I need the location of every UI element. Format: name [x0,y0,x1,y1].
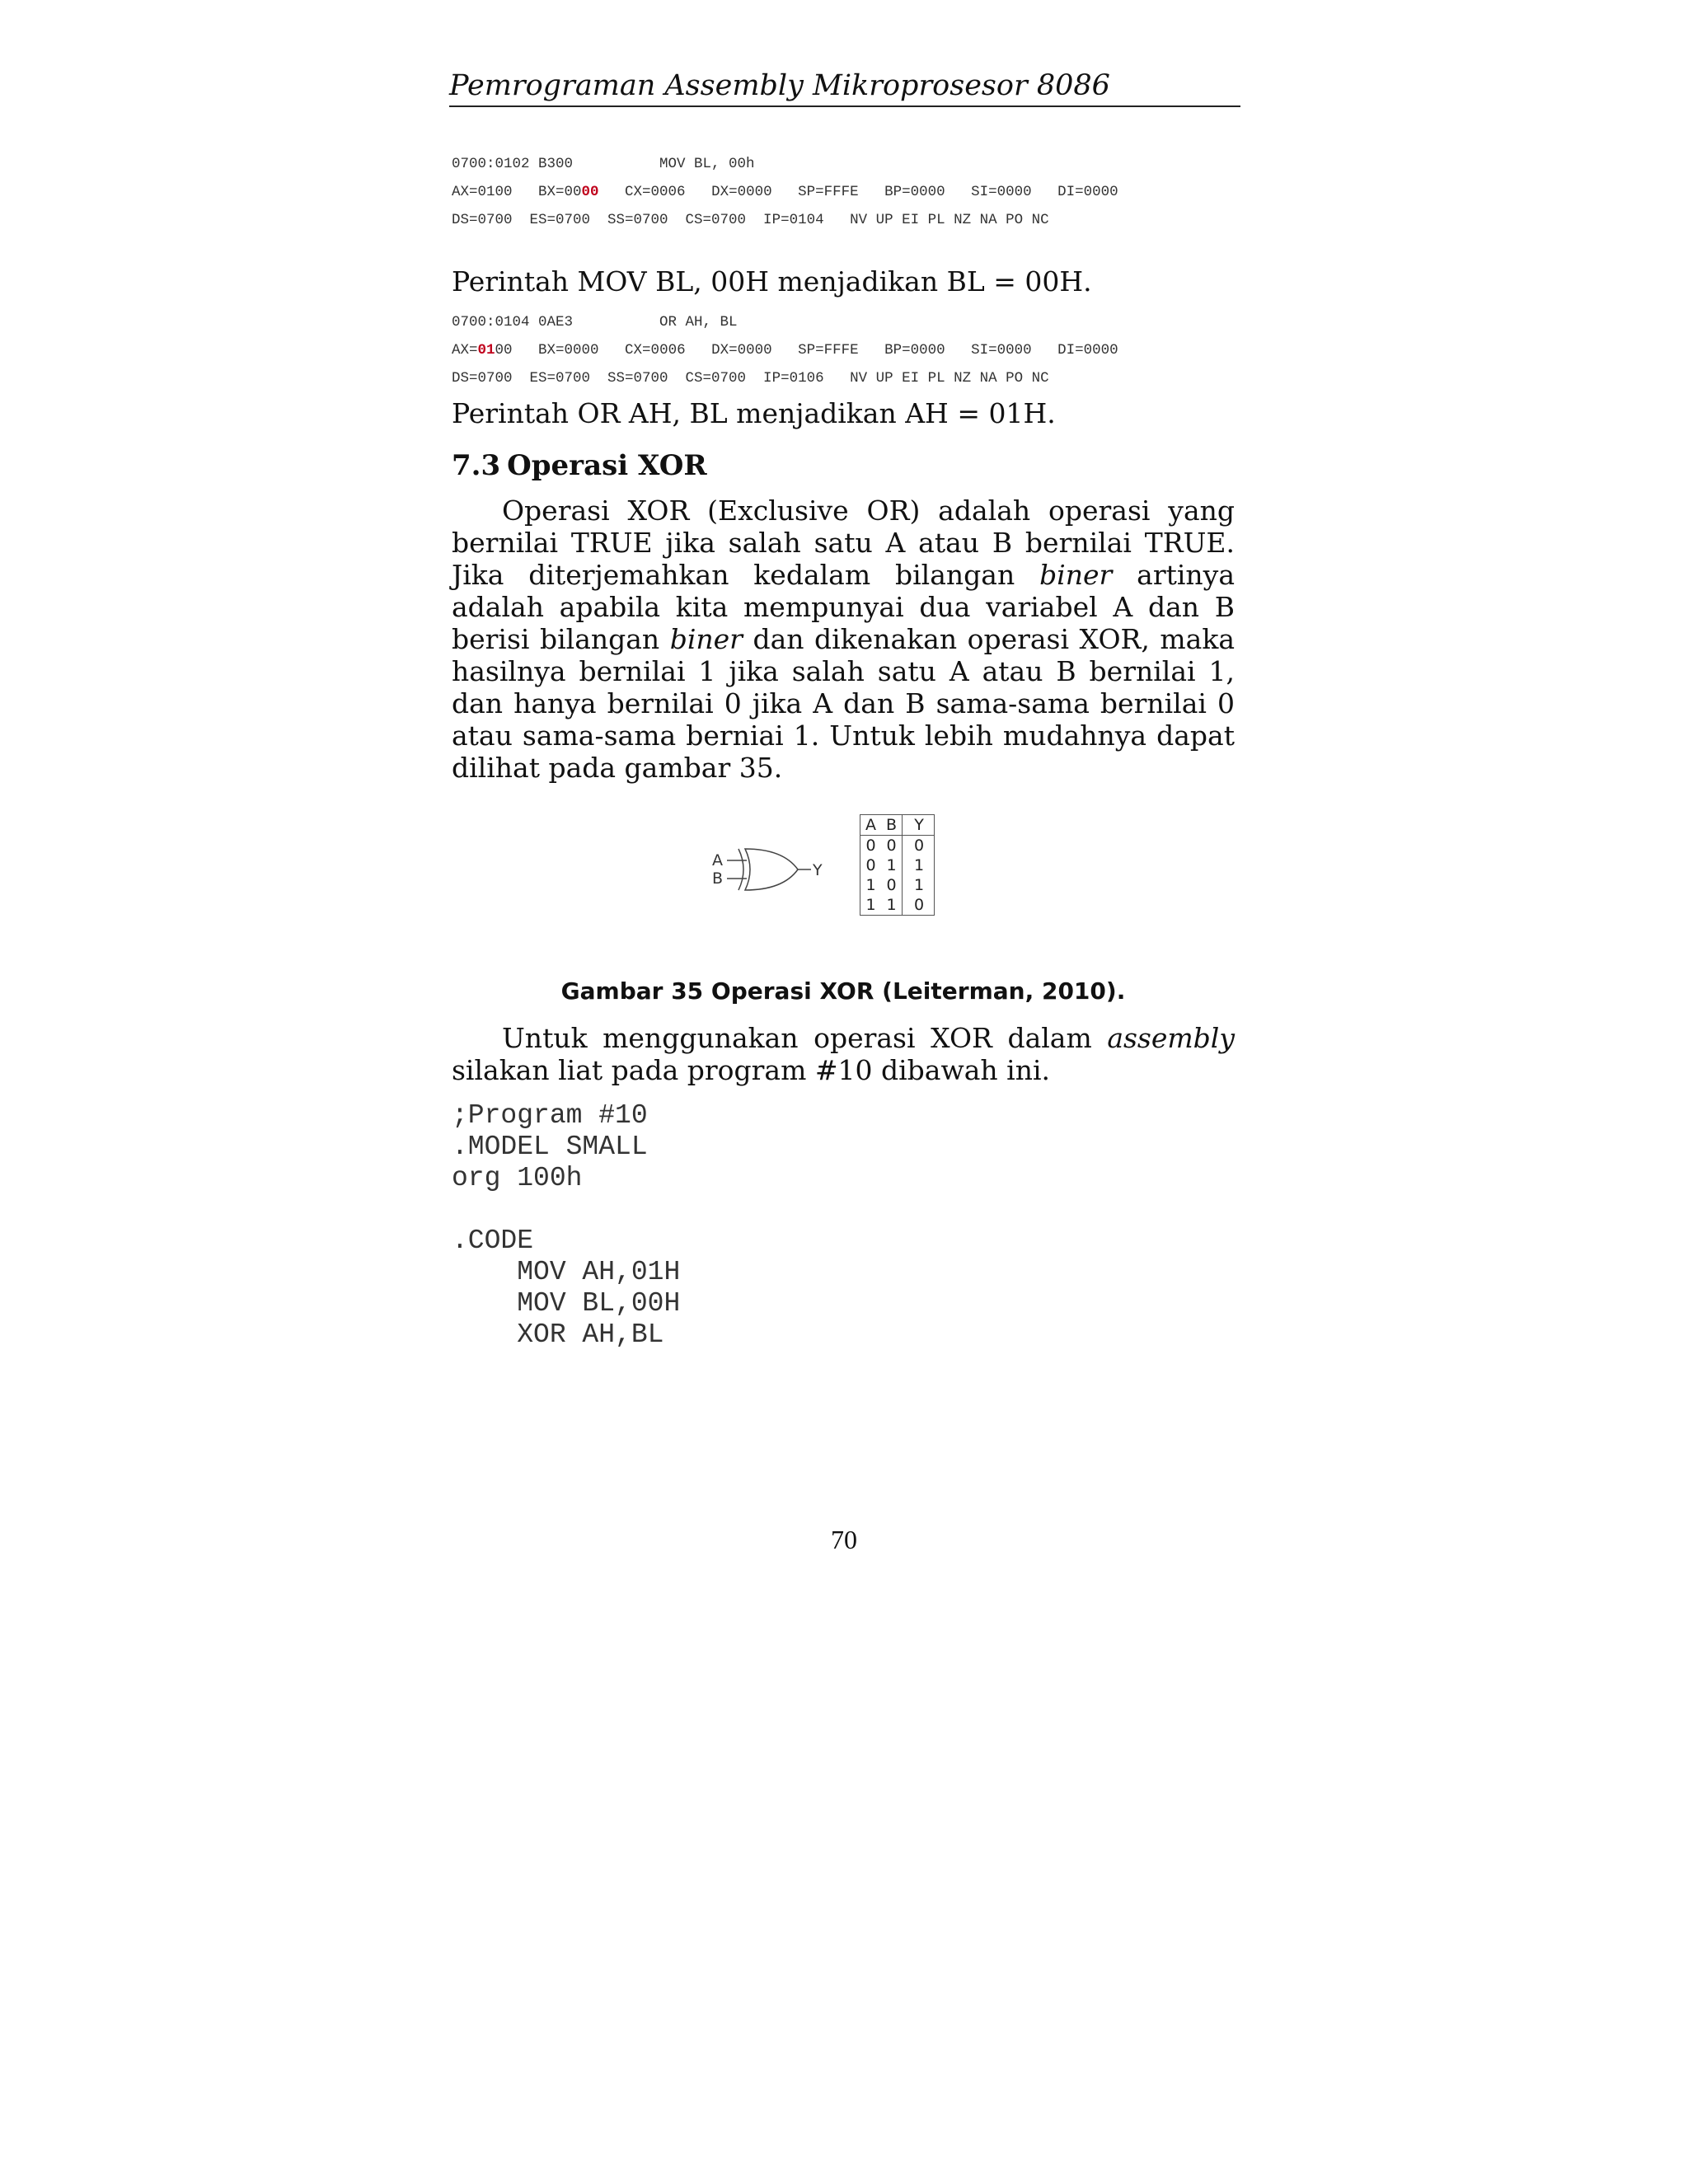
cell: 1 [903,855,935,875]
debug-line: 0700:0104 0AE3 OR AH, BL [452,314,738,330]
cell: 1 [865,876,876,894]
debug-flags-line: DS=0700 ES=0700 SS=0700 CS=0700 IP=0106 NV UP EI PL NZ NA PO NC [452,370,1049,387]
highlighted-value: 00 [581,184,599,200]
header-cell: Y [903,815,935,836]
xor-figure [709,814,973,938]
code-line: MOV BL,00H [452,1288,681,1319]
debug-register-line [452,178,1118,206]
figure-caption: Gambar 35 Operasi XOR (Leiterman, 2010). [560,977,1126,1005]
paragraph-or-result: Perintah OR AH, BL menjadikan AH = 01H. [452,397,1056,429]
header-cell: B [881,815,903,836]
cell: 0 [886,837,897,855]
debug-text: 00 BX=0000 CX=0006 DX=0000 SP=FFFE BP=0000 SI=0000 DI=0000 [495,342,1118,359]
section-heading [452,448,707,484]
code-line: ;Program #10 [452,1100,648,1131]
debug-flags-line: DS=0700 ES=0700 SS=0700 CS=0700 IP=0104 NV UP EI PL NZ NA PO NC [452,212,1049,228]
code-line: .CODE [452,1226,534,1256]
cell: 1 [865,896,876,914]
debug-text: AX=0100 BX=00 [452,184,582,200]
page-number: 70 [831,1525,857,1554]
text-run: dan dikenakan operasi XOR, maka hasilnya bernilai 1 jika salah satu A atau B bernilai 1, dan hanya bernilai 0 jika A dan B sama-sama bernilai 0 atau sama-sama berniai 1. Untuk lebih mudahnya dapat dilihat pada gambar 35. [452,623,1235,784]
cell: 0 [865,856,876,874]
truth-table-row [860,855,935,875]
cell: 0 [865,837,876,855]
text-run: artinya adalah apabila kita mempunyai dua variabel A dan B berisi bilangan [452,559,1235,655]
code-line-blank [452,1194,680,1226]
cell: 1 [886,856,897,874]
header-cell: A [860,815,882,836]
truth-table-row [860,895,935,916]
cell: 0 [903,836,935,856]
code-line: XOR AH,BL [452,1319,664,1350]
section-title: Operasi XOR [507,449,707,482]
truth-table-row [860,875,935,895]
xor-gate-diagram [709,842,832,908]
section-number: 7.3 [452,449,501,482]
running-head: Pemrograman Assembly Mikroprosesor 8086 [449,68,1240,107]
cell: 0 [903,895,935,916]
debug-line: 0700:0102 B300 MOV BL, 00h [452,156,755,172]
emphasis: biner [1039,559,1113,591]
cell: 0 [886,876,897,894]
code-line: .MODEL SMALL [452,1132,648,1162]
paragraph-usage [452,1022,1235,1086]
truth-table-row [860,836,935,856]
cell: 1 [903,875,935,895]
gate-input-label-b: B [712,869,724,888]
emphasis: assembly [1107,1022,1235,1054]
highlighted-value: 01 [477,342,495,359]
gate-input-label-a: A [712,851,723,869]
text-run: Untuk menggunakan operasi XOR dalam [502,1022,1108,1054]
truth-table-header [860,815,935,836]
paragraph-xor-description [452,494,1235,784]
gate-output-label-y: Y [813,861,823,879]
code-line: MOV AH,01H [452,1257,681,1287]
truth-table [860,814,935,916]
emphasis: biner [669,623,743,655]
debug-register-line [452,336,1118,364]
cell: 1 [886,896,897,914]
code-line: org 100h [452,1163,583,1193]
debug-text: AX= [452,342,478,359]
paragraph-mov-result: Perintah MOV BL, 00H menjadikan BL = 00H. [452,265,1092,298]
code-listing [452,1100,680,1351]
text-run: Operasi XOR (Exclusive OR) adalah operasi yang bernilai TRUE jika salah satu A atau B bernilai TRUE. Jika diterjemahkan kedalam bilangan [452,494,1235,591]
debug-text: CX=0006 DX=0000 SP=FFFE BP=0000 SI=0000 DI=0000 [598,184,1118,200]
text-run: silakan liat pada program #10 dibawah ini. [452,1054,1050,1086]
